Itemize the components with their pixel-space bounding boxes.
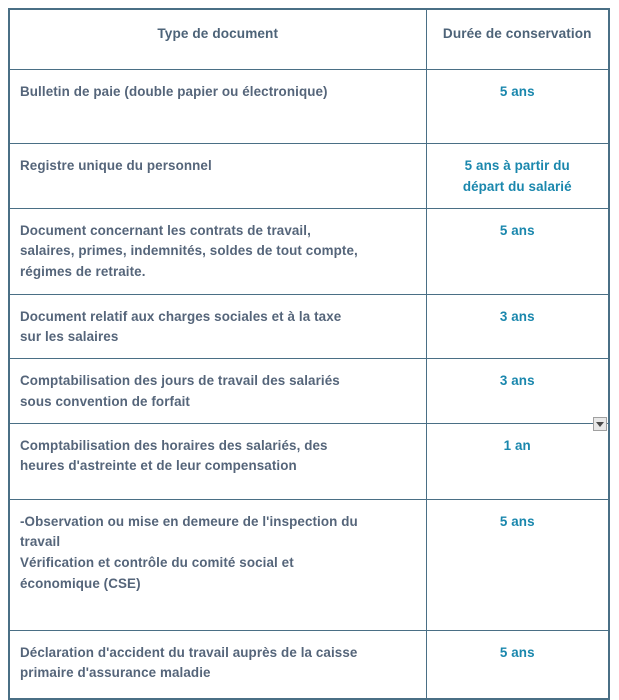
cell-retention-duration: [426, 423, 609, 499]
table-row: [9, 144, 609, 209]
document-type-text: [10, 209, 426, 293]
text-line: -Observation ou mise en demeure de l'inspection du: [20, 513, 358, 529]
table-row: [9, 208, 609, 294]
text-line: 5 ans: [499, 513, 535, 529]
text-line: 3 ans: [499, 373, 535, 389]
text-line: Déclaration d'accident du travail auprès de la caisse: [20, 644, 358, 660]
table-row: [9, 630, 609, 699]
text-line: 5 ans à partir du: [464, 158, 570, 173]
text-line: 1 an: [503, 437, 531, 453]
text-line: Document relatif aux charges sociales et à la taxe: [20, 308, 342, 324]
cell-retention-duration: [426, 499, 609, 630]
table-row: [9, 70, 609, 144]
text-line: départ du salarié: [462, 178, 572, 194]
text-line: heures d'astreinte et de leur compensation: [20, 458, 297, 474]
cell-document-type: [9, 144, 426, 209]
cell-retention-duration: [426, 144, 609, 209]
text-line: sous convention de forfait: [20, 393, 190, 409]
retention-duration-text: [427, 359, 609, 402]
text-line: économique (CSE): [20, 575, 141, 591]
text-line: Vérification et contrôle du comité social et: [20, 555, 294, 571]
retention-duration-text: [427, 631, 609, 674]
document-type-text: [10, 359, 426, 423]
text-line: 5 ans: [499, 84, 535, 99]
document-type-text: [10, 424, 426, 488]
cell-document-type: [9, 499, 426, 630]
cell-document-type: [9, 294, 426, 359]
cell-document-type: [9, 423, 426, 499]
dropdown-button[interactable]: [593, 417, 607, 431]
document-type-text: [10, 500, 426, 605]
cell-document-type: [9, 630, 426, 699]
cell-document-type: [9, 70, 426, 144]
cell-retention-duration: [426, 208, 609, 294]
retention-duration-text: [427, 70, 609, 113]
cell-retention-duration: [426, 630, 609, 699]
table-row: [9, 294, 609, 359]
table-body: [9, 9, 609, 699]
document-type-text: [10, 70, 426, 113]
table-header-row: [9, 9, 609, 70]
text-line: Comptabilisation des jours de travail des salariés: [20, 373, 340, 389]
text-line: sur les salaires: [20, 329, 119, 345]
text-line: régimes de retraite.: [20, 264, 146, 280]
text-line: 5 ans: [499, 644, 535, 660]
retention-duration-text: [427, 144, 609, 208]
text-line: Document concernant les contrats de travail,: [20, 222, 311, 238]
header-cell-duration: [426, 9, 609, 70]
retention-duration-text: [427, 500, 609, 543]
table-row: [9, 499, 609, 630]
table-row: [9, 359, 609, 424]
text-line: 3 ans: [499, 308, 535, 324]
document-type-text: [10, 631, 426, 695]
retention-duration-text: [427, 295, 609, 338]
table-row: [9, 423, 609, 499]
text-line: primaire d'assurance maladie: [20, 665, 211, 681]
header-label-duration: Durée de conservation: [442, 26, 592, 41]
cell-retention-duration: [426, 294, 609, 359]
text-line: salaires, primes, indemnités, soldes de tout compte,: [20, 243, 358, 259]
text-line: Comptabilisation des horaires des salariés, des: [20, 437, 328, 453]
retention-duration-text: [427, 209, 609, 252]
document-retention-table: [8, 8, 610, 700]
document-retention-table-wrapper: [8, 8, 609, 683]
text-line: travail: [20, 534, 61, 550]
document-type-text: [10, 295, 426, 359]
cell-retention-duration: [426, 359, 609, 424]
chevron-down-icon: [596, 422, 604, 427]
text-line: 5 ans: [499, 222, 535, 238]
document-type-text: [10, 144, 426, 187]
cell-document-type: [9, 208, 426, 294]
text-line: Registre unique du personnel: [20, 158, 212, 173]
header-cell-type: [9, 9, 426, 70]
text-line: Bulletin de paie (double papier ou électronique): [20, 84, 328, 99]
cell-document-type: [9, 359, 426, 424]
header-label-type: Type de document: [157, 26, 279, 41]
retention-duration-text: [427, 424, 609, 467]
cell-retention-duration: [426, 70, 609, 144]
